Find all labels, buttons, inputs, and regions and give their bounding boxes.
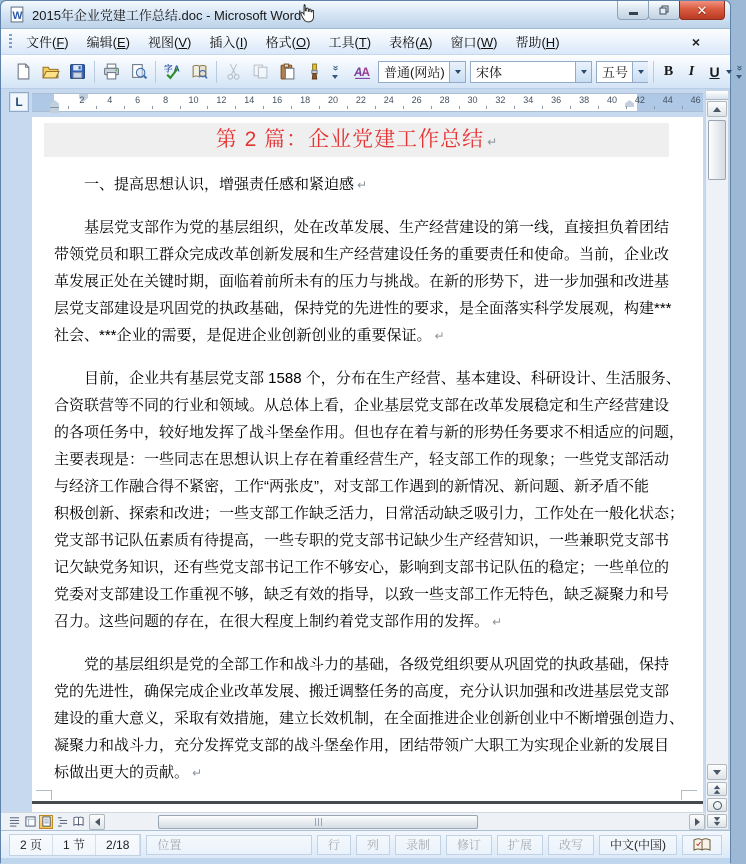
menu-item-format[interactable]: 格式(O)	[265, 35, 311, 50]
page-info-group	[9, 834, 141, 856]
open-button[interactable]	[38, 59, 63, 84]
formatting-toolbar-options-button[interactable]: »	[732, 57, 746, 87]
ruler-tick	[235, 106, 236, 109]
ruler-number: 40	[606, 95, 618, 105]
restore-button[interactable]	[648, 1, 680, 20]
ruler-tick	[68, 106, 69, 109]
menu-item-window[interactable]: 窗口(W)	[450, 35, 498, 50]
underline-button[interactable]: U	[709, 63, 720, 80]
ruler-number: 30	[467, 95, 478, 105]
cut-button	[221, 59, 246, 84]
restore-icon	[659, 5, 669, 15]
format-painter-button[interactable]	[302, 59, 327, 84]
font-combobox[interactable]	[470, 61, 592, 83]
ruler-tick	[514, 106, 515, 109]
body-paragraph	[54, 651, 685, 786]
text-line: 与经济工作融合得不紧密，工作“两张皮”，对支部工作遇到的新情况、新问题、新矛盾不能	[54, 478, 649, 495]
outline-view-button[interactable]	[55, 815, 69, 829]
format-painter-icon	[306, 63, 323, 80]
text-line: 社会、***企业的需要，是促进企业创新创业的重要保证。 ↵	[54, 327, 445, 344]
window-controls	[618, 1, 725, 20]
horizontal-scroll-thumb[interactable]	[158, 815, 478, 829]
status-column[interactable]: 列	[356, 835, 390, 855]
ruler-number: 24	[383, 95, 394, 105]
status-bar	[1, 830, 730, 858]
up-arrow-icon	[713, 107, 721, 112]
close-document-button[interactable]: ×	[691, 33, 700, 50]
ruler-tick	[263, 106, 264, 109]
status-line[interactable]: 行	[317, 835, 351, 855]
tab-selector-button[interactable]: L	[9, 92, 29, 112]
window-title: 2015年企业党建工作总结.doc - Microsoft Word	[32, 8, 302, 23]
text-line: 积极创新、探索和改进；一些支部工作缺乏活力，日常活动缺乏吸引力，工作处在一般化状态；	[54, 505, 685, 522]
new-document-button[interactable]	[11, 59, 36, 84]
text-boundary-corner-right	[681, 790, 697, 800]
paste-icon	[279, 63, 296, 80]
text-line: 凝聚力和战斗力，充分发挥党支部的战斗堡垒作用，团结带领广大职工为实现企业新的发展目	[54, 737, 670, 754]
paragraph-mark: ↵	[492, 615, 503, 629]
ruler-tick	[542, 106, 543, 109]
close-button[interactable]	[679, 1, 725, 20]
ruler-number: 28	[439, 95, 450, 105]
ruler-tick	[654, 106, 655, 109]
scroll-right-button[interactable]	[689, 814, 705, 830]
toolbar-separator	[155, 61, 156, 83]
status-position[interactable]: 位置	[146, 835, 312, 855]
text-line: 合资联营等不同的行业和领域。从总体上看，企业基层党支部在改革发展稳定和生产经营建设	[54, 397, 670, 414]
normal-view-button[interactable]	[7, 815, 21, 829]
italic-button[interactable]: I	[688, 63, 695, 79]
ruler-number: 42	[634, 95, 645, 105]
ruler-number: 6	[135, 95, 141, 105]
status-page-of-total[interactable]: 2/18	[96, 835, 140, 855]
menu-item-table[interactable]: 表格(A)	[389, 35, 433, 50]
minimize-button[interactable]	[617, 1, 649, 20]
scroll-down-button[interactable]	[707, 764, 727, 780]
ruler-number: 16	[272, 95, 283, 105]
print-layout-view-button[interactable]	[39, 815, 53, 829]
down-arrow-icon	[713, 770, 721, 775]
status-track-changes[interactable]: 修订	[446, 835, 492, 855]
menu-item-edit[interactable]: 编辑(E)	[86, 35, 130, 50]
horizontal-scroll-track[interactable]	[106, 814, 688, 830]
standard-toolbar	[10, 59, 328, 84]
spellcheck-book-icon	[693, 838, 711, 852]
text-line: 的各项任务中，较好地发挥了战斗堡垒作用。但也存在着与新的形势任务要求不相适应的问题，	[54, 424, 685, 441]
ruler-tick	[180, 106, 181, 109]
ruler-tick	[598, 106, 599, 109]
font-size-dropdown-arrow[interactable]	[632, 62, 648, 82]
double-up-icon	[714, 785, 720, 794]
vertical-scroll-track[interactable]	[706, 118, 728, 763]
vertical-scroll-thumb[interactable]	[708, 120, 726, 180]
menu-items	[17, 29, 569, 54]
paragraph-mark: ↵	[192, 766, 203, 780]
ruler-number: 20	[327, 95, 339, 105]
text-line: 党支部书记队伍素质有待提高，一些专职的党支部书记缺少生产经营知识，一些兼职党支部书	[54, 532, 670, 549]
ruler-tick	[626, 106, 627, 109]
font-dropdown-arrow[interactable]	[575, 62, 591, 82]
toolbar-separator	[216, 61, 217, 83]
svg-text:字: 字	[164, 63, 173, 74]
vertical-scrollbar[interactable]	[705, 90, 729, 830]
left-arrow-icon	[95, 818, 100, 826]
print-preview-icon	[130, 63, 147, 80]
svg-text:A: A	[361, 65, 370, 79]
menu-item-tools[interactable]: 工具(T)	[328, 35, 372, 50]
menu-item-view[interactable]: 视图(V)	[148, 35, 192, 50]
text-line: 党的先进性，确保完成企业改革发展、搬迁调整任务的高度，充分认识加强和改进基层党支部	[54, 683, 670, 700]
paste-button[interactable]	[275, 59, 300, 84]
research-icon	[191, 63, 208, 80]
svg-text:A: A	[173, 63, 180, 74]
text-line: 建设的重大意义，采取有效措施，建立长效机制，在全面推进企业创新创业中不断增强创造力、	[54, 710, 685, 727]
body-paragraph	[54, 365, 685, 635]
next-page-button[interactable]	[707, 814, 727, 828]
ruler-number: 36	[551, 95, 562, 105]
style-dropdown-arrow[interactable]	[449, 62, 465, 82]
ruler-tick	[291, 106, 292, 109]
save-icon	[69, 63, 86, 80]
horizontal-scroll-row	[1, 812, 705, 830]
ruler-tick	[152, 106, 153, 109]
ruler-tick	[431, 106, 432, 109]
ruler-number: 34	[523, 95, 534, 105]
text-line: 一、提高思想认识，增强责任感和紧迫感 ↵	[84, 176, 368, 193]
menu-item-insert[interactable]: 插入(I)	[209, 35, 248, 50]
document-content	[54, 117, 685, 786]
doc-title-paragraph	[44, 123, 669, 157]
text-line: 主要表现是：一些同志在思想认识上存在着重经营生产，轻支部工作的现象；一些党支部活动	[54, 451, 670, 468]
copy-button	[248, 59, 273, 84]
text-line: 召力。这些问题的存在，在很大程度上制约着党支部作用的发挥。 ↵	[54, 613, 503, 630]
status-language[interactable]: 中文(中国)	[599, 835, 677, 855]
font-size-combobox[interactable]	[596, 61, 648, 83]
ruler-tick	[403, 106, 404, 109]
ruler-number: 26	[411, 95, 422, 105]
ruler-tick	[319, 106, 320, 109]
ruler-number: 44	[662, 95, 673, 105]
menu-item-file[interactable]: 文件(F)	[26, 35, 69, 50]
style-combobox[interactable]	[378, 61, 466, 83]
paragraph-mark: ↵	[357, 178, 368, 192]
body-paragraph	[54, 214, 672, 349]
toolbar-separator	[653, 61, 654, 83]
styles-formatting-icon	[354, 63, 371, 80]
ruler-tick	[96, 106, 97, 109]
text-line: 标做出更大的贡献。 ↵	[54, 764, 203, 781]
document-page[interactable]	[32, 117, 703, 812]
reading-layout-view-button[interactable]	[71, 815, 85, 829]
web-layout-view-button[interactable]	[23, 815, 37, 829]
text-boundary-corner-left	[36, 790, 52, 800]
doc-title-text: 第 2 篇：企业党建工作总结	[215, 128, 485, 151]
print-icon	[103, 63, 120, 80]
document-area	[1, 117, 705, 812]
ruler-number: 38	[579, 95, 590, 105]
status-extend-selection[interactable]: 扩展	[497, 835, 543, 855]
ruler-tick	[459, 106, 460, 109]
research-button[interactable]	[187, 59, 212, 84]
minimize-icon	[629, 12, 638, 15]
styles-and-formatting-button[interactable]	[350, 59, 375, 84]
text-line: 基层党支部作为党的基层组织，处在改革发展、生产经营建设的第一线，直接担负着团结	[84, 219, 670, 236]
select-browse-object-button[interactable]	[707, 798, 727, 812]
toolbar-row	[1, 55, 745, 89]
status-spelling-status[interactable]	[682, 835, 722, 855]
font-value: 宋体	[476, 65, 503, 80]
word-app-icon	[9, 6, 26, 23]
ruler-number: 22	[355, 95, 366, 105]
menu-item-help[interactable]: 帮助(H)	[515, 35, 560, 50]
ruler-number: 10	[188, 95, 199, 105]
page-break-edge[interactable]	[32, 801, 703, 804]
spelling-grammar-icon	[164, 63, 181, 80]
status-record-macro[interactable]: 录制	[395, 835, 441, 855]
text-line: 党的基层组织是党的全部工作和战斗力的基础，各级党组织要从巩固党的执政基础，保持	[84, 656, 670, 673]
bold-button[interactable]: B	[663, 63, 674, 79]
spelling-grammar-button[interactable]	[160, 59, 185, 84]
text-line: 层党支部建设是巩固党的执政基础，保持党的先进性的要求，是全面落实科学发展观，构建***	[54, 300, 672, 317]
print-button[interactable]	[99, 59, 124, 84]
ruler-number: 12	[216, 95, 227, 105]
text-line: 党委对支部建设工作重视不够，缺乏有效的指导，以致一些支部工作无特色，缺乏凝聚力和号	[54, 586, 670, 603]
previous-page-button[interactable]	[707, 782, 727, 796]
print-preview-button[interactable]	[126, 59, 151, 84]
horizontal-ruler[interactable]	[32, 93, 703, 112]
new-document-icon	[15, 63, 32, 80]
ruler-tick	[570, 106, 571, 109]
browse-object-icon	[713, 801, 722, 810]
ruler-number: 8	[163, 95, 169, 105]
standard-toolbar-options-button[interactable]: »	[328, 57, 342, 87]
style-value: 普通(网站)	[384, 65, 445, 80]
ruler-number: 18	[300, 95, 311, 105]
font-size-value: 五号	[602, 65, 629, 80]
double-down-icon	[714, 817, 720, 826]
menu-bar	[1, 29, 730, 55]
scroll-up-button[interactable]	[707, 101, 727, 117]
ruler-number: 14	[244, 95, 255, 105]
window-frame	[1, 858, 730, 864]
ruler-tick	[347, 106, 348, 109]
text-line: 目前，企业共有基层党支部 1588 个，分布在生产经营、基本建设、科研设计、生活服务、	[84, 370, 681, 387]
scroll-left-button[interactable]	[89, 814, 105, 830]
split-handle[interactable]	[706, 91, 728, 100]
title-bar[interactable]	[1, 1, 730, 29]
toolbar-grip[interactable]	[9, 34, 12, 50]
ruler-tick	[682, 106, 683, 109]
ruler-tick	[124, 106, 125, 109]
ruler-row	[1, 89, 705, 117]
ruler-number: 2	[79, 95, 85, 105]
status-page-number[interactable]: 2 页	[10, 835, 53, 855]
right-arrow-icon	[695, 818, 700, 826]
paragraph-mark: ↵	[434, 329, 445, 343]
left-indent-marker[interactable]	[50, 107, 59, 113]
paragraph-mark: ↵	[487, 135, 498, 149]
view-buttons	[7, 815, 85, 829]
text-line: 革发展正处在关键时期，面临着前所未有的压力与挑战。在新的形势下，进一步加强和改进基	[54, 273, 670, 290]
ruler-number: 46	[690, 95, 701, 105]
save-button[interactable]	[65, 59, 90, 84]
ruler-number: 4	[107, 95, 113, 105]
close-icon: ✕	[696, 2, 708, 18]
ruler-tick	[375, 106, 376, 109]
text-line: 记欠缺党务知识，还有些党支部书记工作不够安心，影响到支部书记队伍的稳定；一些单位的	[54, 559, 670, 576]
ruler-number: 32	[495, 95, 506, 105]
copy-icon	[252, 63, 269, 80]
heading-paragraph	[54, 171, 643, 198]
toolbar-separator	[94, 61, 95, 83]
ruler-tick	[207, 106, 208, 109]
svg-text:A: A	[354, 65, 363, 79]
status-section-number[interactable]: 1 节	[53, 835, 96, 855]
status-overtype[interactable]: 改写	[548, 835, 594, 855]
cut-icon	[225, 63, 242, 80]
svg-text:W: W	[12, 9, 23, 22]
text-line: 带领党员和职工群众完成改革创新发展和生产经营建设任务的重要责任和使命。当前，企业改	[54, 246, 670, 263]
open-icon	[42, 63, 59, 80]
ruler-tick	[486, 106, 487, 109]
